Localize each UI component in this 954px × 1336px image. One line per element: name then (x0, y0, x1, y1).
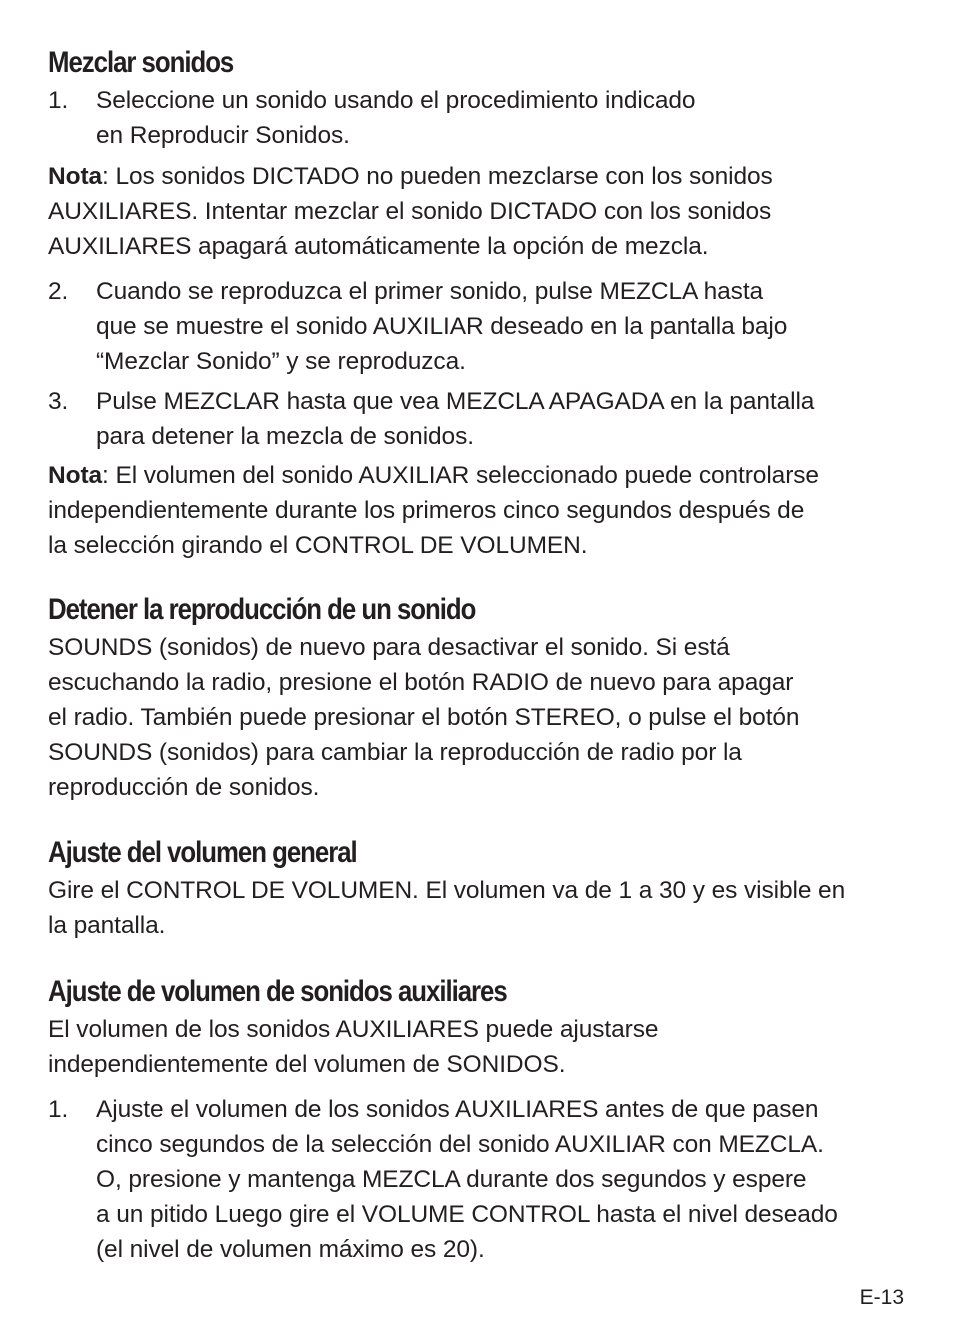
note-label: Nota (48, 462, 103, 489)
step-line: “Mezclar Sonido” y se reproduzca. (96, 348, 466, 375)
step-number: 1. (48, 1096, 69, 1123)
step-number: 2. (48, 278, 69, 305)
step-line: (el nivel de volumen máximo es 20). (96, 1236, 485, 1263)
body-line: escuchando la radio, presione el botón RADIO de nuevo para apagar (48, 669, 794, 696)
note-paragraph (48, 458, 918, 563)
body-line: la pantalla. (48, 912, 166, 939)
step-line: a un pitido Luego gire el VOLUME CONTROL hasta el nivel deseado (96, 1201, 838, 1228)
step-line: cinco segundos de la selección del sonido AUXILIAR con MEZCLA. (96, 1131, 824, 1158)
section-heading: Mezclar sonidos (48, 46, 234, 79)
section-detener-reproduccion (48, 590, 918, 805)
body-line: independientemente del volumen de SONIDOS. (48, 1051, 566, 1078)
step-line: que se muestre el sonido AUXILIAR deseado en la pantalla bajo (96, 313, 788, 340)
body-line: Gire el CONTROL DE VOLUMEN. El volumen va de 1 a 30 y es visible en (48, 877, 846, 904)
note-line: la selección girando el CONTROL DE VOLUMEN. (48, 532, 588, 559)
note-label: Nota (48, 163, 103, 190)
steps-list (48, 274, 918, 454)
step-line: Cuando se reproduzca el primer sonido, pulse MEZCLA hasta (96, 278, 764, 305)
body-line: reproducción de sonidos. (48, 774, 320, 801)
body-line: SOUNDS (sonidos) para cambiar la reproducción de radio por la (48, 739, 742, 766)
note-line: AUXILIARES. Intentar mezclar el sonido DICTADO con los sonidos (48, 198, 772, 225)
body-line: el radio. También puede presionar el botón STEREO, o pulse el botón (48, 704, 800, 731)
note-line: AUXILIARES apagará automáticamente la opción de mezcla. (48, 233, 709, 260)
section-heading: Detener la reproducción de un sonido (48, 593, 476, 626)
step-line: Ajuste el volumen de los sonidos AUXILIARES antes de que pasen (96, 1096, 819, 1123)
list-item (48, 384, 918, 454)
page-number: E-13 (859, 1286, 904, 1309)
list-item (48, 83, 918, 153)
section-volumen-general (48, 833, 918, 943)
section-heading: Ajuste del volumen general (48, 836, 357, 869)
note-line: independientemente durante los primeros cinco segundos después de (48, 497, 805, 524)
section-heading: Ajuste de volumen de sonidos auxiliares (48, 975, 507, 1008)
step-line: Seleccione un sonido usando el procedimiento indicado (96, 87, 696, 114)
body-paragraph (48, 630, 918, 805)
note-text: : Los sonidos DICTADO no pueden mezclarse con los sonidos (102, 163, 773, 190)
section-mezclar-sonidos (48, 43, 918, 563)
list-item (48, 1092, 918, 1267)
step-number: 1. (48, 87, 69, 114)
step-line: Pulse MEZCLAR hasta que vea MEZCLA APAGADA en la pantalla (96, 388, 815, 415)
steps-list (48, 83, 918, 153)
body-line: SOUNDS (sonidos) de nuevo para desactivar el sonido. Si está (48, 634, 730, 661)
note-text: : El volumen del sonido AUXILIAR seleccionado puede controlarse (102, 462, 819, 489)
step-number: 3. (48, 388, 69, 415)
section-volumen-auxiliares (48, 972, 918, 1267)
body-paragraph (48, 1012, 918, 1082)
list-item (48, 274, 918, 379)
step-line: para detener la mezcla de sonidos. (96, 423, 474, 450)
step-line: en Reproducir Sonidos. (96, 122, 350, 149)
body-paragraph (48, 873, 918, 943)
note-paragraph (48, 159, 918, 264)
steps-list (48, 1092, 918, 1267)
step-line: O, presione y mantenga MEZCLA durante dos segundos y espere (96, 1166, 807, 1193)
body-line: El volumen de los sonidos AUXILIARES puede ajustarse (48, 1016, 659, 1043)
